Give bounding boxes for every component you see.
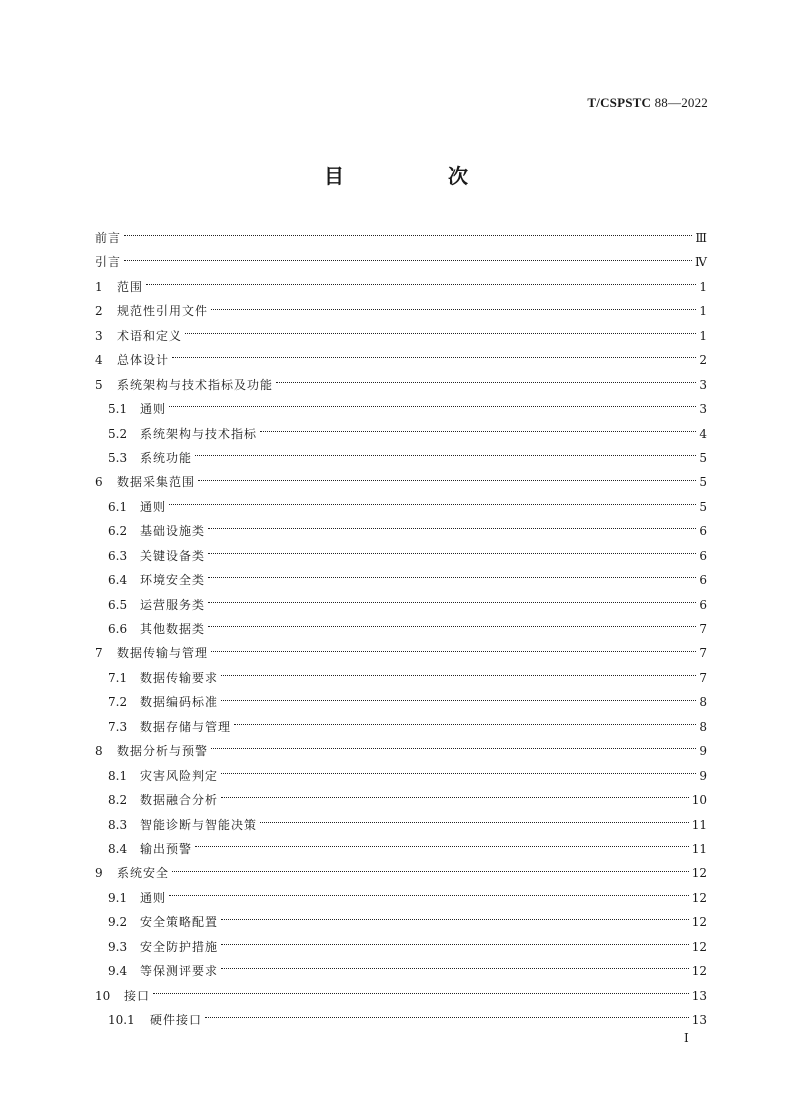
toc-entry-page: 6 [699, 524, 707, 539]
toc-entry-title: 数据传输要求 [140, 670, 219, 685]
toc-dot-leader [211, 650, 696, 652]
toc-dot-leader [221, 699, 696, 701]
toc-entry-page: 12 [691, 964, 707, 979]
toc-entry[interactable] [95, 861, 707, 885]
toc-entry-number: 5.3 [108, 450, 128, 465]
toc-entry[interactable] [95, 641, 707, 665]
toc-entry[interactable] [95, 764, 707, 788]
toc-entry-page: 6 [699, 597, 707, 612]
toc-entry-number: 8.2 [108, 793, 128, 808]
toc-entry[interactable] [95, 568, 707, 592]
toc-dot-leader [169, 894, 689, 896]
toc-dot-leader [208, 527, 696, 529]
toc-entry-title: 通则 [140, 402, 167, 417]
standard-prefix: T/CSPSTC [587, 95, 652, 110]
toc-entry-number: 8.1 [108, 768, 128, 783]
toc-entry-title: 数据存储与管理 [140, 719, 232, 734]
toc-entry-title: 等保测评要求 [140, 964, 219, 979]
toc-entry-page: 11 [691, 841, 707, 856]
toc-dot-leader [221, 674, 696, 676]
toc-dot-leader [276, 381, 696, 383]
toc-entry-page: 9 [699, 744, 707, 759]
toc-dot-leader [198, 479, 696, 481]
toc-entry-number: 5 [95, 377, 103, 392]
toc-dot-leader [208, 576, 696, 578]
toc-entry-number: 2 [95, 304, 103, 319]
toc-dot-leader [124, 234, 692, 236]
toc-entry-page: 1 [699, 304, 707, 319]
toc-entry-number: 10 [95, 988, 111, 1003]
toc-entry-title: 范围 [117, 279, 144, 294]
toc-entry-page: 4 [699, 426, 707, 441]
toc-entry-title: 规范性引用文件 [117, 304, 209, 319]
toc-dot-leader [153, 992, 689, 994]
toc-entry-title: 其他数据类 [140, 622, 206, 636]
toc-entry-page: 1 [699, 279, 707, 294]
toc-entry-title: 安全策略配置 [140, 915, 219, 930]
toc-entry-page: 7 [699, 646, 707, 661]
toc-entry-number: 9.2 [108, 915, 128, 930]
toc-entry[interactable] [95, 397, 707, 421]
toc-entry[interactable] [95, 935, 707, 959]
toc-entry-page: 7 [699, 670, 707, 685]
toc-entry-page: 1 [699, 328, 707, 343]
toc-entry-number: 3 [95, 328, 103, 343]
toc-entry-number: 5.1 [108, 402, 128, 417]
toc-entry-page: 8 [699, 695, 707, 710]
toc-entry-page: 5 [699, 499, 707, 514]
toc-entry-number: 6 [95, 475, 103, 490]
toc-entry-number: 9.3 [108, 939, 128, 954]
toc-entry-page: 2 [699, 353, 707, 368]
toc-entry-page: 9 [699, 768, 707, 783]
toc-entry-title: 灾害风险判定 [140, 768, 219, 783]
toc-entry[interactable] [95, 739, 707, 763]
toc-entry-title: 安全防护措施 [140, 939, 219, 954]
toc-entry-title: 系统安全 [117, 866, 170, 881]
toc-dot-leader [146, 283, 696, 285]
toc-dot-leader [221, 772, 696, 774]
toc-entry-page: 6 [699, 548, 707, 563]
toc-entry-title: 接口 [124, 988, 151, 1003]
toc-entry[interactable] [95, 373, 707, 397]
toc-entry-title: 通则 [140, 499, 167, 514]
toc-entry-title: 智能诊断与智能决策 [140, 817, 258, 832]
toc-entry[interactable] [95, 666, 707, 690]
toc-entry-page: 3 [699, 402, 707, 417]
toc-entry[interactable] [95, 690, 707, 714]
toc-entry[interactable] [95, 275, 707, 299]
toc-dot-leader [211, 308, 696, 310]
toc-entry[interactable] [95, 324, 707, 348]
toc-entry-number: 6.2 [108, 524, 128, 539]
toc-entry[interactable] [95, 544, 707, 568]
toc-dot-leader [221, 918, 689, 920]
toc-entry[interactable] [95, 446, 707, 470]
toc-entry-title: 前言 [95, 231, 122, 245]
toc-dot-leader [221, 943, 689, 945]
toc-dot-leader [124, 259, 692, 261]
toc-entry-number: 6.6 [108, 622, 128, 636]
toc-entry-number: 7.2 [108, 695, 128, 710]
toc-dot-leader [172, 356, 696, 358]
toc-entry-number: 7.1 [108, 670, 128, 685]
toc-entry-number: 6.1 [108, 499, 128, 514]
toc-entry-number: 8 [95, 744, 103, 759]
toc-entry-page: 10 [691, 793, 707, 808]
toc-entry-title: 数据传输与管理 [117, 646, 209, 661]
toc-entry[interactable] [95, 519, 707, 543]
toc-entry-number: 7.3 [108, 719, 128, 734]
toc-entry-page: Ⅲ [695, 231, 707, 245]
toc-dot-leader [208, 625, 696, 627]
toc-dot-leader [169, 405, 696, 407]
toc-entry-page: 13 [691, 1013, 707, 1027]
toc-entry-page: 12 [691, 890, 707, 905]
toc-entry[interactable] [95, 813, 707, 837]
toc-entry[interactable] [95, 422, 707, 446]
toc-dot-leader [211, 747, 696, 749]
toc-entry-page: 11 [691, 817, 707, 832]
toc-dot-leader [208, 601, 696, 603]
toc-entry-page: 12 [691, 866, 707, 881]
toc-entry-title: 系统架构与技术指标及功能 [117, 377, 274, 392]
table-of-contents [95, 226, 707, 1032]
standard-code [587, 95, 708, 111]
toc-entry[interactable] [95, 715, 707, 739]
toc-entry-number: 8.3 [108, 817, 128, 832]
toc-entry[interactable] [95, 495, 707, 519]
toc-dot-leader [169, 503, 696, 505]
toc-entry-page: 5 [699, 450, 707, 465]
toc-entry-number: 4 [95, 353, 103, 368]
toc-dot-leader [205, 1016, 689, 1018]
toc-entry[interactable] [95, 959, 707, 983]
toc-dot-leader [172, 870, 689, 872]
page-number: Ⅰ [684, 1031, 689, 1045]
toc-entry[interactable] [95, 1008, 707, 1032]
toc-entry[interactable] [95, 837, 707, 861]
toc-entry[interactable] [95, 470, 707, 494]
toc-dot-leader [221, 967, 689, 969]
toc-entry-number: 6.5 [108, 597, 128, 612]
toc-entry[interactable] [95, 886, 707, 910]
toc-dot-leader [234, 723, 696, 725]
toc-entry[interactable] [95, 593, 707, 617]
toc-entry-title: 输出预警 [140, 841, 193, 856]
toc-entry-number: 6.3 [108, 548, 128, 563]
toc-entry-title: 通则 [140, 890, 167, 905]
toc-entry-page: 5 [699, 475, 707, 490]
toc-entry-title: 系统架构与技术指标 [140, 426, 258, 441]
toc-dot-leader [185, 332, 696, 334]
toc-entry-page: Ⅳ [695, 255, 707, 270]
toc-entry-page: 3 [699, 377, 707, 392]
toc-entry-page: 13 [691, 988, 707, 1003]
toc-dot-leader [208, 552, 696, 554]
toc-entry-page: 12 [691, 939, 707, 954]
toc-entry-title: 基础设施类 [140, 524, 206, 539]
toc-entry[interactable] [95, 984, 707, 1008]
toc-entry[interactable] [95, 226, 707, 250]
toc-dot-leader [260, 430, 696, 432]
toc-entry[interactable] [95, 617, 707, 641]
toc-entry-title: 关键设备类 [140, 548, 206, 563]
toc-entry-title: 运营服务类 [140, 597, 206, 612]
standard-number: 88—2022 [654, 95, 708, 110]
toc-dot-leader [221, 796, 689, 798]
toc-entry-number: 1 [95, 279, 103, 294]
page-title: 目 次 [324, 164, 510, 188]
toc-entry-title: 数据编码标准 [140, 695, 219, 710]
toc-entry-title: 硬件接口 [150, 1013, 203, 1027]
toc-entry-number: 6.4 [108, 573, 128, 588]
toc-entry-page: 12 [691, 915, 707, 930]
toc-entry-title: 系统功能 [140, 450, 193, 465]
toc-entry-title: 数据分析与预警 [117, 744, 209, 759]
toc-entry-title: 总体设计 [117, 353, 170, 368]
toc-entry-title: 数据采集范围 [117, 475, 196, 490]
toc-entry-number: 10.1 [108, 1013, 135, 1027]
toc-entry-number: 5.2 [108, 426, 128, 441]
toc-entry-page: 7 [699, 622, 707, 636]
toc-entry-page: 8 [699, 719, 707, 734]
toc-dot-leader [195, 454, 696, 456]
toc-entry-number: 9.4 [108, 964, 128, 979]
toc-entry[interactable] [95, 250, 707, 274]
toc-dot-leader [260, 821, 689, 823]
toc-entry[interactable] [95, 910, 707, 934]
toc-entry-title: 引言 [95, 255, 122, 270]
toc-entry-number: 7 [95, 646, 103, 661]
toc-entry[interactable] [95, 299, 707, 323]
toc-entry-title: 术语和定义 [117, 328, 183, 343]
toc-entry[interactable] [95, 788, 707, 812]
toc-entry-number: 9 [95, 866, 103, 881]
toc-entry-title: 数据融合分析 [140, 793, 219, 808]
toc-dot-leader [195, 845, 689, 847]
toc-entry-number: 8.4 [108, 841, 128, 856]
toc-entry-title: 环境安全类 [140, 573, 206, 588]
toc-entry[interactable] [95, 348, 707, 372]
toc-entry-number: 9.1 [108, 890, 128, 905]
toc-entry-page: 6 [699, 573, 707, 588]
